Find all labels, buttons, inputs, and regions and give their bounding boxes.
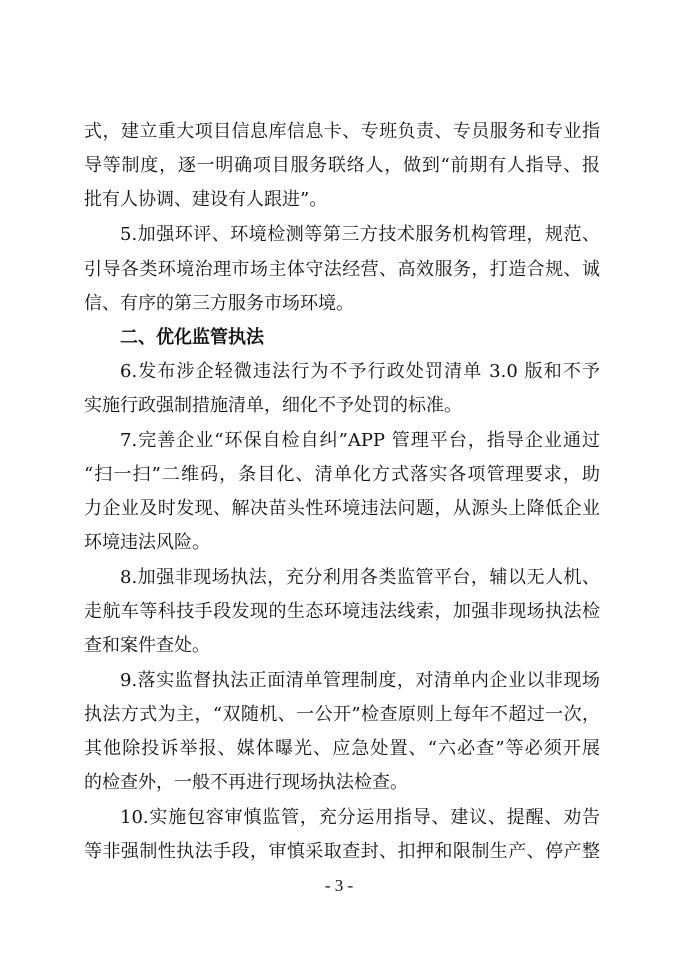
text-line-8: 6.发布涉企轻微违法行为不予行政处罚清单 3.0 版和不予 — [120, 361, 600, 382]
text-line-5: 引导各类环境治理市场主体守法经营、高效服务，打造合规、诚 — [84, 259, 600, 280]
text-line-17: 9.落实监督执法正面清单管理制度，对清单内企业以非现场 — [120, 670, 600, 691]
page-number: - 3 - — [324, 876, 354, 895]
text-line-6: 信、有序的第三方服务市场环境。 — [84, 293, 354, 314]
text-line-13: 环境违法风险。 — [84, 532, 210, 553]
text-line-11: “扫一扫”二维码，条目化、清单化方式落实各项管理要求，助 — [84, 464, 600, 485]
text-line-4: 5.加强环评、环境检测等第三方技术服务机构管理，规范、 — [120, 224, 600, 245]
text-line-2: 导等制度，逐一明确项目服务联络人，做到“前期有人指导、报 — [84, 155, 600, 176]
text-line-10: 7.完善企业“环保自检自纠”APP 管理平台，指导企业通过 — [120, 430, 600, 451]
text-line-15: 走航车等科技手段发现的生态环境违法线索，加强非现场执法检 — [84, 601, 600, 622]
text-line-9: 实施行政强制措施清单，细化不予处罚的标准。 — [84, 395, 462, 416]
text-line-3: 批有人协调、建设有人跟进”。 — [84, 189, 328, 210]
text-line-20: 的检查外，一般不再进行现场执法检查。 — [84, 772, 408, 793]
text-line-14: 8.加强非现场执法，充分利用各类监管平台，辅以无人机、 — [120, 567, 600, 588]
text-line-19: 其他除投诉举报、媒体曝光、应急处置、“六必查”等必须开展 — [84, 738, 600, 759]
text-line-1: 式，建立重大项目信息库信息卡、专班负责、专员服务和专业指 — [84, 121, 600, 142]
text-line-16: 查和案件查处。 — [84, 635, 210, 656]
text-line-21: 10.实施包容审慎监管，充分运用指导、建议、提醒、劝告 — [120, 807, 600, 828]
text-line-18: 执法方式为主，“双随机、一公开”检查原则上每年不超过一次， — [84, 704, 600, 725]
section-heading: 二、优化监管执法 — [120, 327, 264, 348]
text-line-12: 力企业及时发现、解决苗头性环境违法问题，从源头上降低企业 — [84, 498, 600, 519]
text-line-22: 等非强制性执法手段，审慎采取查封、扣押和限制生产、停产整 — [84, 841, 600, 862]
